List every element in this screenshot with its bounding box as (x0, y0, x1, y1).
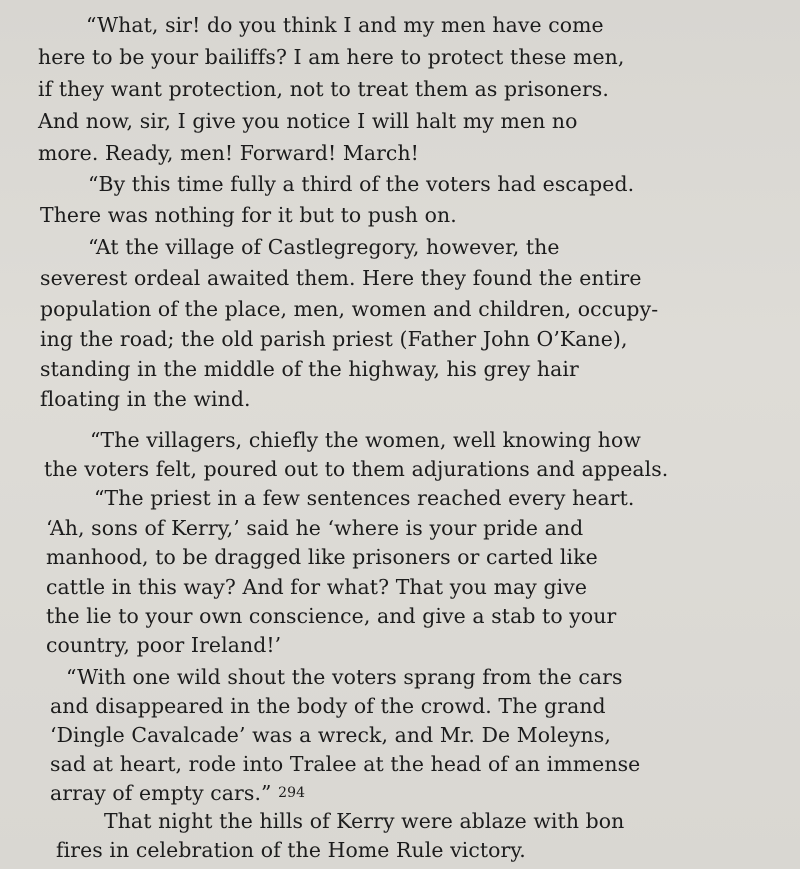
text-line: the lie to your own conscience, and give a stab to your (46, 604, 617, 628)
text-line: ‘Ah, sons of Kerry,’ said he ‘where is your pride and (46, 516, 584, 540)
text-line: “The priest in a few sentences reached every heart. (94, 486, 635, 510)
text-line: the voters felt, poured out to them adjurations and appeals. (44, 457, 669, 481)
text-line: floating in the wind. (40, 387, 251, 411)
text-line: “What, sir! do you think I and my men have come (86, 13, 604, 37)
text-line: That night the hills of Kerry were ablaze with bon (104, 809, 625, 833)
text-line: if they want protection, not to treat them as prisoners. (38, 77, 609, 101)
text-line: And now, sir, I give you notice I will halt my men no (38, 109, 578, 133)
text-line: There was nothing for it but to push on. (40, 203, 457, 227)
text-line: ‘Dingle Cavalcade’ was a wreck, and Mr. De Moleyns, (50, 723, 611, 747)
text-line: manhood, to be dragged like prisoners or carted like (46, 545, 598, 569)
text-line: ing the road; the old parish priest (Father John O’Kane), (40, 327, 628, 351)
text-line: fires in celebration of the Home Rule victory. (56, 838, 526, 862)
text-line: population of the place, men, women and children, occupy- (40, 297, 659, 321)
text-line: “At the village of Castlegregory, however, the (88, 235, 560, 259)
text-line: here to be your bailiffs? I am here to protect these men, (38, 45, 625, 69)
text-line: and disappeared in the body of the crowd. The grand (50, 694, 606, 718)
text-line: “With one wild shout the voters sprang from the cars (66, 665, 623, 689)
text-line: more. Ready, men! Forward! March! (38, 141, 419, 165)
text-line-content: array of empty cars.” (50, 781, 272, 805)
text-line: “By this time fully a third of the voters had escaped. (88, 172, 635, 196)
text-line: sad at heart, rode into Tralee at the head of an immense (50, 752, 641, 776)
text-line: severest ordeal awaited them. Here they found the entire (40, 266, 642, 290)
text-line: country, poor Ireland!’ (46, 633, 282, 657)
text-line: “The villagers, chiefly the women, well knowing how (90, 428, 641, 452)
footnote-reference: 294 (278, 785, 306, 801)
text-line: cattle in this way? And for what? That you may give (46, 575, 588, 599)
text-line: standing in the middle of the highway, his grey hair (40, 357, 579, 381)
text-line (50, 781, 305, 805)
